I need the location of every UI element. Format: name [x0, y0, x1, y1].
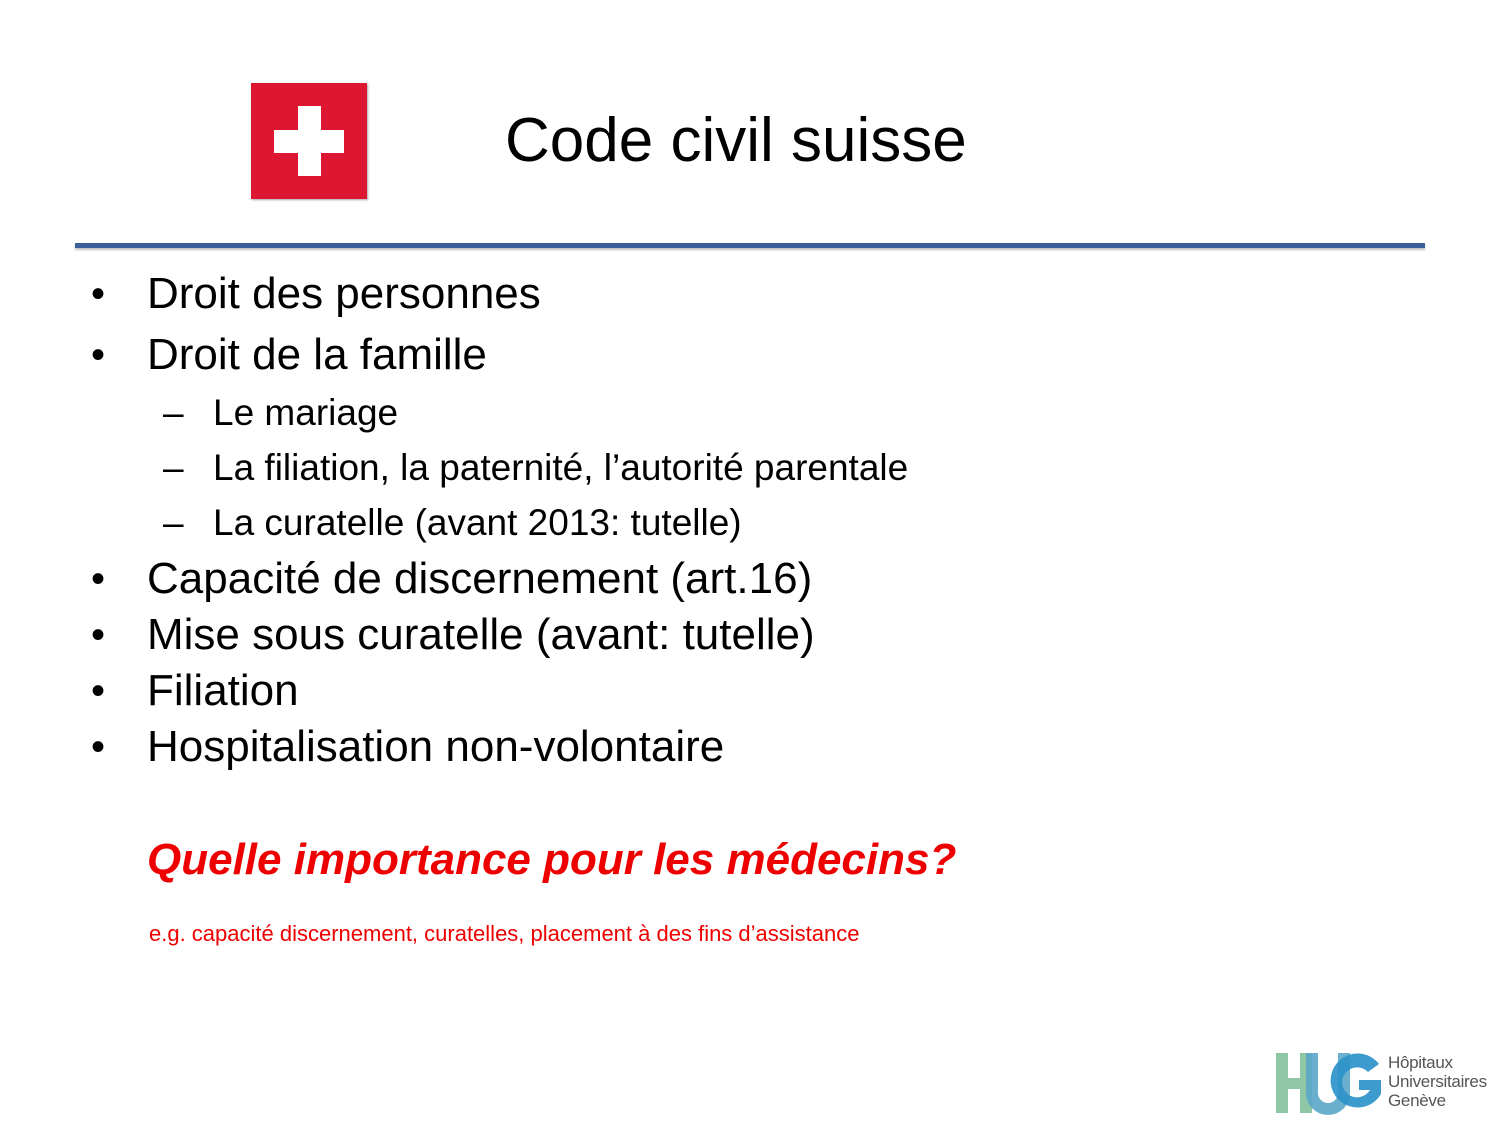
bullet-marker: • — [91, 333, 106, 377]
bullet-marker: • — [91, 725, 106, 769]
list-item-text: Droit de la famille — [147, 330, 487, 379]
example-note: e.g. capacité discernement, curatelles, placement à des fins d’assistance — [149, 921, 860, 946]
bullet-marker: • — [91, 669, 106, 713]
list-item-text: Le mariage — [213, 392, 399, 433]
logo-text — [1388, 1053, 1487, 1110]
bullet-marker: • — [91, 613, 106, 657]
list-item-text: La curatelle (avant 2013: tutelle) — [213, 502, 742, 543]
list-item — [91, 609, 815, 661]
dash-marker: – — [163, 392, 184, 433]
list-subitem — [163, 501, 742, 545]
list-item — [91, 721, 725, 773]
title-divider — [75, 243, 1425, 248]
slide-title: Code civil suisse — [505, 106, 967, 175]
list-item-text: Capacité de discernement (art.16) — [147, 554, 813, 603]
dash-marker: – — [163, 502, 184, 543]
list-item-text: Hospitalisation non-volontaire — [147, 722, 725, 771]
question-text: Quelle importance pour les médecins? — [147, 835, 957, 884]
bullet-marker: • — [91, 557, 106, 601]
list-item — [91, 553, 813, 605]
logo-line: Universitaires — [1388, 1072, 1487, 1091]
list-subitem — [163, 391, 399, 435]
list-item — [91, 268, 541, 320]
list-item-text: Droit des personnes — [147, 269, 541, 318]
list-item — [91, 665, 299, 717]
list-item — [91, 329, 487, 381]
flag-cross-horizontal — [274, 130, 344, 153]
list-item-text: Mise sous curatelle (avant: tutelle) — [147, 610, 815, 659]
logo-line: Genève — [1388, 1091, 1446, 1110]
swiss-flag-icon — [251, 83, 367, 199]
hug-letters-icon — [1276, 1050, 1382, 1116]
list-subitem — [163, 446, 909, 490]
list-item-text: La filiation, la paternité, l’autorité parentale — [213, 447, 909, 488]
bullet-marker: • — [91, 272, 106, 316]
hug-logo-icon — [1276, 1050, 1487, 1116]
dash-marker: – — [163, 447, 184, 488]
list-item-text: Filiation — [147, 666, 299, 715]
logo-line: Hôpitaux — [1388, 1053, 1453, 1072]
